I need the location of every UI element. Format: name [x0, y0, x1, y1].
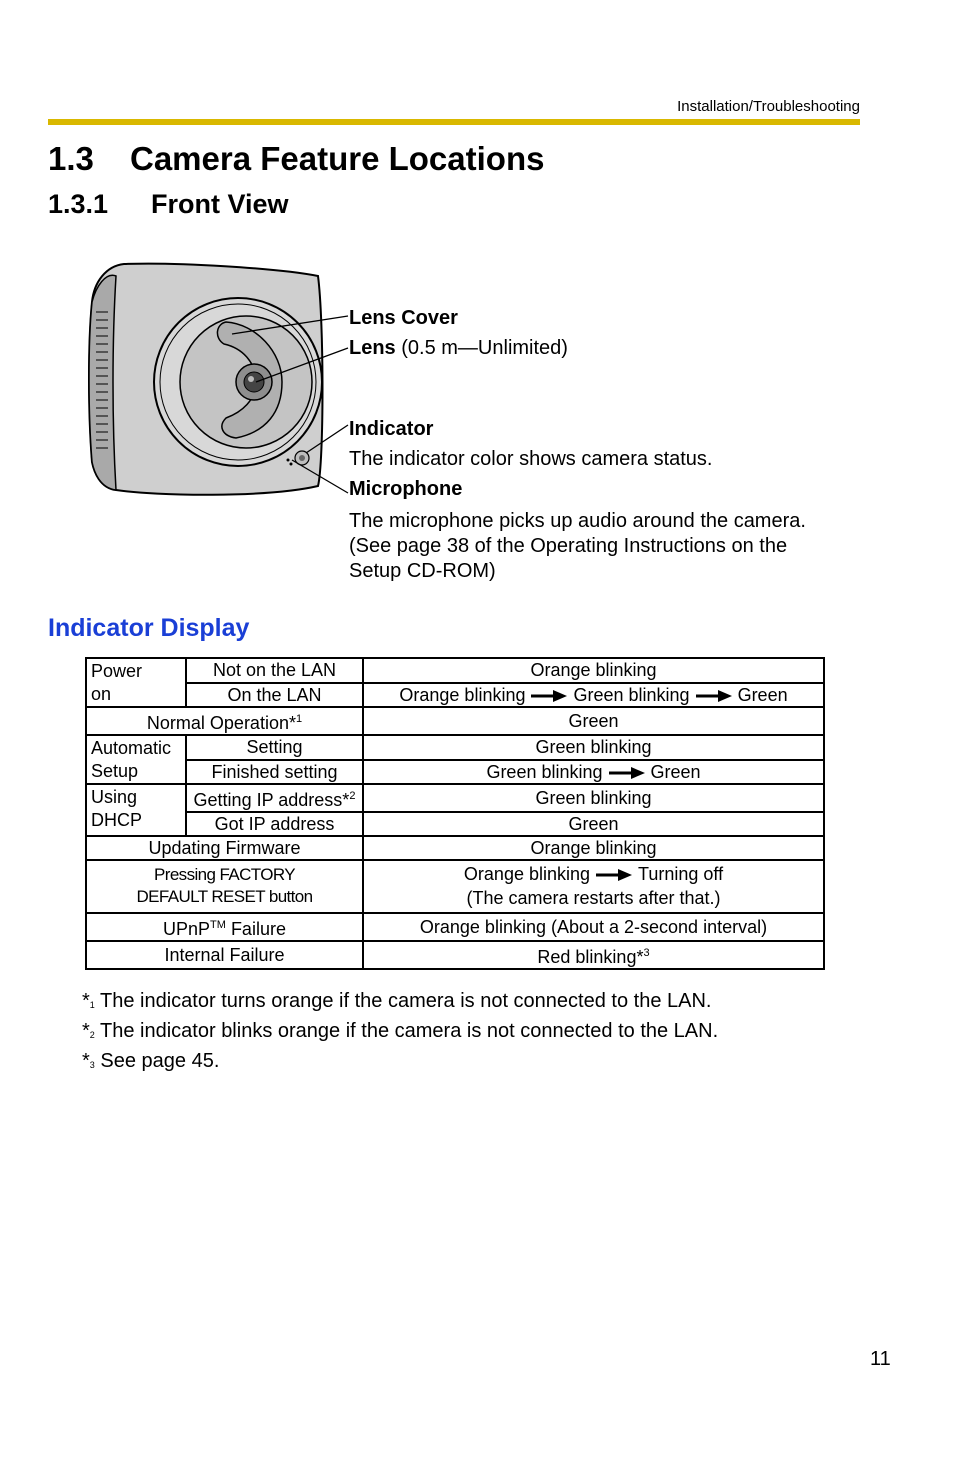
microphone-label: Microphone: [349, 478, 463, 500]
arrow-right-icon: [696, 689, 732, 703]
table-row: [86, 836, 824, 860]
section-heading: [48, 140, 544, 178]
table-row: [86, 913, 824, 941]
state-cell: Getting IP address*$^2$: [186, 784, 363, 812]
footnote: $*_2$ The indicator blinks orange if the camera is not connected to the LAN.: [82, 1020, 719, 1042]
display-cell: Orange blinking (About a 2-second interval): [363, 913, 824, 941]
table-row: [86, 735, 824, 760]
table-row: [86, 658, 824, 683]
lens-cover-label: Lens Cover: [349, 307, 458, 329]
state-cell: Got IP address: [186, 812, 363, 836]
table-row: [86, 784, 824, 812]
indicator-label: Indicator: [349, 418, 434, 440]
section-number: 1.3: [48, 140, 94, 177]
state-cell: Internal Failure: [86, 941, 363, 969]
arrow-right-icon: [609, 766, 645, 780]
subsection-number: 1.3.1: [48, 189, 109, 219]
header-rule: [48, 119, 860, 125]
state-cell: Pressing FACTORY DEFAULT RESET button: [86, 860, 363, 913]
display-cell: Green blinking Green: [363, 760, 824, 785]
section-title: Camera Feature Locations: [130, 140, 545, 177]
table-row: [86, 707, 824, 735]
table-row: [86, 683, 824, 708]
arrow-right-icon: [596, 868, 632, 882]
display-cell: Red blinking*$^3$: [363, 941, 824, 969]
state-cell: UPnP™ Failure: [86, 913, 363, 941]
group-automatic-setup: Automatic Setup: [86, 735, 186, 784]
display-cell: Orange blinking: [363, 658, 824, 683]
group-using-dhcp: Using DHCP: [86, 784, 186, 836]
arrow-right-icon: [531, 689, 567, 703]
state-cell: Updating Firmware: [86, 836, 363, 860]
display-cell: Green blinking: [363, 784, 824, 812]
page-number: 11: [870, 1348, 891, 1370]
indicator-display-heading: Indicator Display: [48, 614, 250, 642]
camera-front-illustration: [86, 262, 330, 498]
group-power-on: Power on: [86, 658, 186, 707]
display-cell: Green blinking: [363, 735, 824, 760]
indicator-display-table: [85, 657, 825, 970]
indicator-description: The indicator color shows camera status.: [349, 448, 713, 470]
state-cell: Setting: [186, 735, 363, 760]
microphone-description: The microphone picks up audio around the camera. (See page 38 of the Operating Instructions on the Setup CD-ROM): [349, 510, 806, 582]
state-cell: Not on the LAN: [186, 658, 363, 683]
running-head: Installation/Troubleshooting: [677, 98, 860, 115]
footnote: $*_1$ The indicator turns orange if the camera is not connected to the LAN.: [82, 990, 712, 1012]
table-row: [86, 812, 824, 836]
lens-label: Lens (0.5 m—Unlimited): [349, 337, 568, 359]
table-row: [86, 760, 824, 785]
subsection-title: Front View: [151, 189, 289, 219]
display-cell: Green: [363, 812, 824, 836]
display-cell: Green: [363, 707, 824, 735]
subsection-heading: [48, 189, 289, 220]
state-cell: Finished setting: [186, 760, 363, 785]
table-row: [86, 860, 824, 913]
display-cell: Orange blinking: [363, 836, 824, 860]
display-cell: Orange blinking Turning off (The camera restarts after that.): [363, 860, 824, 913]
footnote: $*_3$ See page 45.: [82, 1050, 220, 1072]
state-cell: Normal Operation*$^1$: [86, 707, 363, 735]
display-cell: Orange blinking Green blinking Green: [363, 683, 824, 708]
state-cell: On the LAN: [186, 683, 363, 708]
table-row: [86, 941, 824, 969]
